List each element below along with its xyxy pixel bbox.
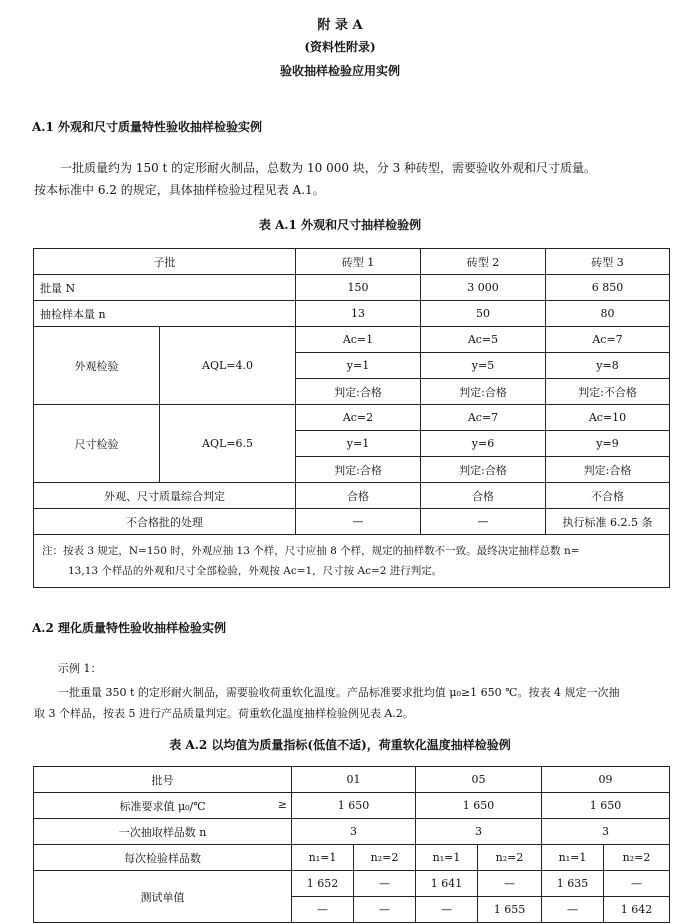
table-header-cell: 砖型 2 [421,249,546,275]
table-row-label: 一次抽取样品数 n [34,819,292,845]
table-row-label: 外观检验 [34,327,160,405]
table-row [34,483,670,509]
table-cell: n₂=2 [354,845,416,871]
table-cell: 1 641 [416,871,478,897]
table-cell: Ac=2 [296,405,421,431]
section-a2-heading: A.2 理化质量特性验收抽样检验实例 [32,621,227,635]
table-cell: 1 635 [542,871,604,897]
table-cell: y=1 [296,353,421,379]
table-cell: 13 [296,301,421,327]
table-cell: 150 [296,275,421,301]
table-cell: 3 [292,819,416,845]
table-row [34,327,670,353]
table-row [34,249,670,275]
table-cell: y=6 [421,431,546,457]
table-row [34,301,670,327]
table-row-label [34,793,292,819]
section-a2-paragraph-line1: 一批重量 350 t 的定形耐火制品，需要验收荷重软化温度。产品标准要求批均值 μ₀≥1 650 ℃。按表 4 规定一次抽 [58,686,620,699]
section-a1-paragraph-line1: 一批质量约为 150 t 的定形耐火制品，总数为 10 000 块，分 3 种砖型，需要验收外观和尺寸质量。 [60,161,597,175]
section-a1-paragraph-line2: 按本标准中 6.2 的规定，具体抽样检验过程见表 A.1。 [34,183,325,197]
table-row-label: 测试单值 [34,871,292,923]
table-cell: y=1 [296,431,421,457]
table-cell: 3 [416,819,542,845]
table-header-cell: 砖型 1 [296,249,421,275]
table-cell: — [296,509,421,535]
table-cell: y=9 [546,431,670,457]
table-cell: 1 650 [416,793,542,819]
table-row [34,405,670,431]
table-a1 [33,248,670,588]
table-note [34,535,670,588]
table-cell: Ac=7 [421,405,546,431]
example-label: 示例 1： [58,662,102,675]
table-row-label: 每次检验样品数 [34,845,292,871]
table-cell: 不合格 [546,483,670,509]
table-row [34,845,670,871]
table-cell: 判定:合格 [421,379,546,405]
table-header-cell: 05 [416,767,542,793]
table-cell: 3 [542,819,670,845]
table-cell: 1 650 [292,793,416,819]
table-row-label: 批量 N [34,275,296,301]
table-cell: — [604,871,670,897]
table-note-line2: 13,13 个样品的外观和尺寸全部检验，外观按 Ac=1，尺寸按 Ac=2 进行判定。 [68,565,443,577]
table-cell: y=5 [421,353,546,379]
requirement-sign: ≥ [277,798,287,811]
table-cell: n₁=1 [292,845,354,871]
table-row-label: 抽检样本量 n [34,301,296,327]
table-cell: Ac=7 [546,327,670,353]
table-row [34,509,670,535]
table-header-cell: 01 [292,767,416,793]
table-row [34,819,670,845]
table-row [34,275,670,301]
table-cell: 判定:合格 [296,457,421,483]
table-cell: — [421,509,546,535]
table-cell: n₂=2 [604,845,670,871]
table-header-cell: 砖型 3 [546,249,670,275]
table-a2 [33,766,670,923]
table-cell: 1 655 [478,897,542,923]
table-header-cell: 09 [542,767,670,793]
table-cell: Ac=5 [421,327,546,353]
table-cell: 1 652 [292,871,354,897]
table-row [34,871,670,897]
table-row-label: 外观、尺寸质量综合判定 [34,483,296,509]
table-row-label: 尺寸检验 [34,405,160,483]
table-row [34,767,670,793]
section-a1-heading: A.1 外观和尺寸质量特性验收抽样检验实例 [32,120,263,134]
table-row [34,535,670,588]
table-row [34,793,670,819]
table-cell: 50 [421,301,546,327]
table-cell: 3 000 [421,275,546,301]
table-cell: — [416,897,478,923]
table-cell: n₁=1 [542,845,604,871]
table-cell: 6 850 [546,275,670,301]
table-cell: Ac=1 [296,327,421,353]
table-cell: 判定:不合格 [546,379,670,405]
table-cell: — [354,897,416,923]
table-cell: 执行标准 6.2.5 条 [546,509,670,535]
table-header-cell: 子批 [34,249,296,275]
table-cell: y=8 [546,353,670,379]
appendix-label: 附 录 A [317,18,363,33]
appendix-title: 验收抽样检验应用实例 [279,64,400,78]
table-cell: n₁=1 [416,845,478,871]
table-cell: n₂=2 [478,845,542,871]
table-cell: — [354,871,416,897]
table-row-label: 不合格批的处理 [34,509,296,535]
section-a2-paragraph-line2: 取 3 个样品，按表 5 进行产品质量判定。荷重软化温度抽样检验例见表 A.2。 [34,707,414,720]
table-a2-caption: 表 A.2 以均值为质量指标(低值不适)，荷重软化温度抽样检验例 [169,738,511,752]
table-cell: 判定:合格 [421,457,546,483]
requirement-label: 标准要求值 μ₀/℃ [119,799,206,813]
table-cell: 合格 [296,483,421,509]
table-cell: — [292,897,354,923]
appendix-type: (资料性附录) [304,40,376,54]
table-cell: 判定:合格 [546,457,670,483]
table-cell: — [478,871,542,897]
table-header-cell: 批号 [34,767,292,793]
table-cell: 1 642 [604,897,670,923]
table-cell: 判定:合格 [296,379,421,405]
table-cell: 1 650 [542,793,670,819]
table-cell: Ac=10 [546,405,670,431]
table-a1-caption: 表 A.1 外观和尺寸抽样检验例 [258,218,422,232]
table-note-line1: 注：按表 3 规定，N=150 时，外观应抽 13 个样，尺寸应抽 8 个样，规定的抽样数不一致。最终决定抽样总数 n= [42,545,580,557]
table-cell: — [542,897,604,923]
table-cell: 80 [546,301,670,327]
table-cell: AQL=4.0 [160,327,296,405]
table-cell: 合格 [421,483,546,509]
table-cell: AQL=6.5 [160,405,296,483]
